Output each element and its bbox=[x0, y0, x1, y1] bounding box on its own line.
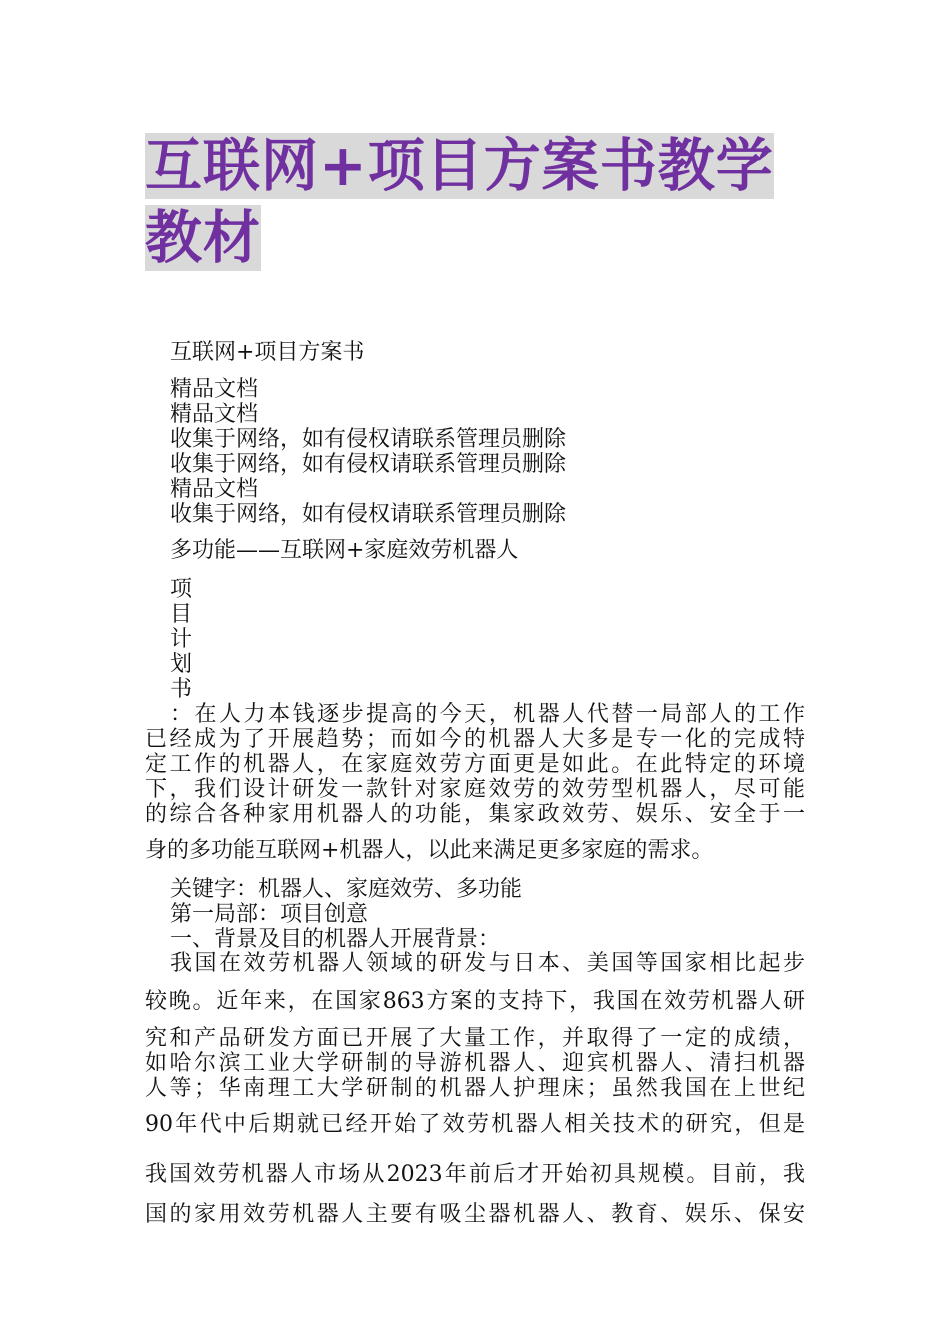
keywords: 关键字：机器人、家庭效劳、多功能 bbox=[170, 877, 523, 902]
body-line: 较晚。近年来，在国家863方案的支持下，我国在效劳机器人研 bbox=[145, 989, 805, 1014]
header-line: 收集于网络，如有侵权请联系管理员删除 bbox=[170, 427, 567, 452]
body-line: 究和产品研发方面已开展了大量工作，并取得了一定的成绩， bbox=[145, 1026, 805, 1051]
header-line: 精品文档 bbox=[170, 377, 259, 402]
document-title bbox=[145, 130, 810, 274]
body-line: 90年代中后期就已经开始了效劳机器人相关技术的研究，但是 bbox=[145, 1112, 805, 1137]
body-line: 人等；华南理工大学研制的机器人护理床；虽然我国在上世纪 bbox=[145, 1076, 805, 1101]
header-line: 精品文档 bbox=[170, 477, 259, 502]
abstract-line: 的综合各种家用机器人的功能，集家政效劳、娱乐、安全于一 bbox=[145, 802, 805, 827]
abstract-line: 身的多功能互联网+机器人，以此来满足更多家庭的需求。 bbox=[145, 838, 714, 863]
abstract-line: 已经成为了开展趋势；而如今的机器人大多是专一化的完成特 bbox=[145, 727, 805, 752]
header-line: 收集于网络，如有侵权请联系管理员删除 bbox=[170, 452, 567, 477]
document-title-text: 互联网+项目方案书教学教材 bbox=[145, 133, 774, 271]
abstract-line: ：在人力本钱逐步提高的今天，机器人代替一局部人的工作 bbox=[170, 702, 805, 727]
vertical-label-char: 项 bbox=[170, 577, 193, 602]
part-heading: 第一局部：项目创意 bbox=[170, 902, 369, 927]
subtitle: 互联网+项目方案书 bbox=[170, 340, 365, 365]
section-heading: 一、背景及目的机器人开展背景： bbox=[170, 927, 501, 952]
body-line: 我国效劳机器人市场从2023年前后才开始初具规模。目前，我 bbox=[145, 1162, 805, 1187]
abstract-line: 下，我们设计研发一款针对家庭效劳的效劳型机器人，尽可能 bbox=[145, 777, 805, 802]
abstract-line: 定工作的机器人，在家庭效劳方面更是如此。在此特定的环境 bbox=[145, 752, 805, 777]
vertical-label-char: 书 bbox=[170, 677, 193, 702]
vertical-label-char: 划 bbox=[170, 652, 193, 677]
header-line: 收集于网络，如有侵权请联系管理员删除 bbox=[170, 502, 567, 527]
project-name: 多功能——互联网+家庭效劳机器人 bbox=[170, 538, 519, 563]
body-line: 国的家用效劳机器人主要有吸尘器机器人、教育、娱乐、保安 bbox=[145, 1202, 805, 1227]
body-line: 如哈尔滨工业大学研制的导游机器人、迎宾机器人、清扫机器 bbox=[145, 1051, 805, 1076]
header-line: 精品文档 bbox=[170, 402, 259, 427]
vertical-label-char: 计 bbox=[170, 627, 193, 652]
body-line: 我国在效劳机器人领域的研发与日本、美国等国家相比起步 bbox=[170, 951, 805, 976]
vertical-label-char: 目 bbox=[170, 602, 193, 627]
